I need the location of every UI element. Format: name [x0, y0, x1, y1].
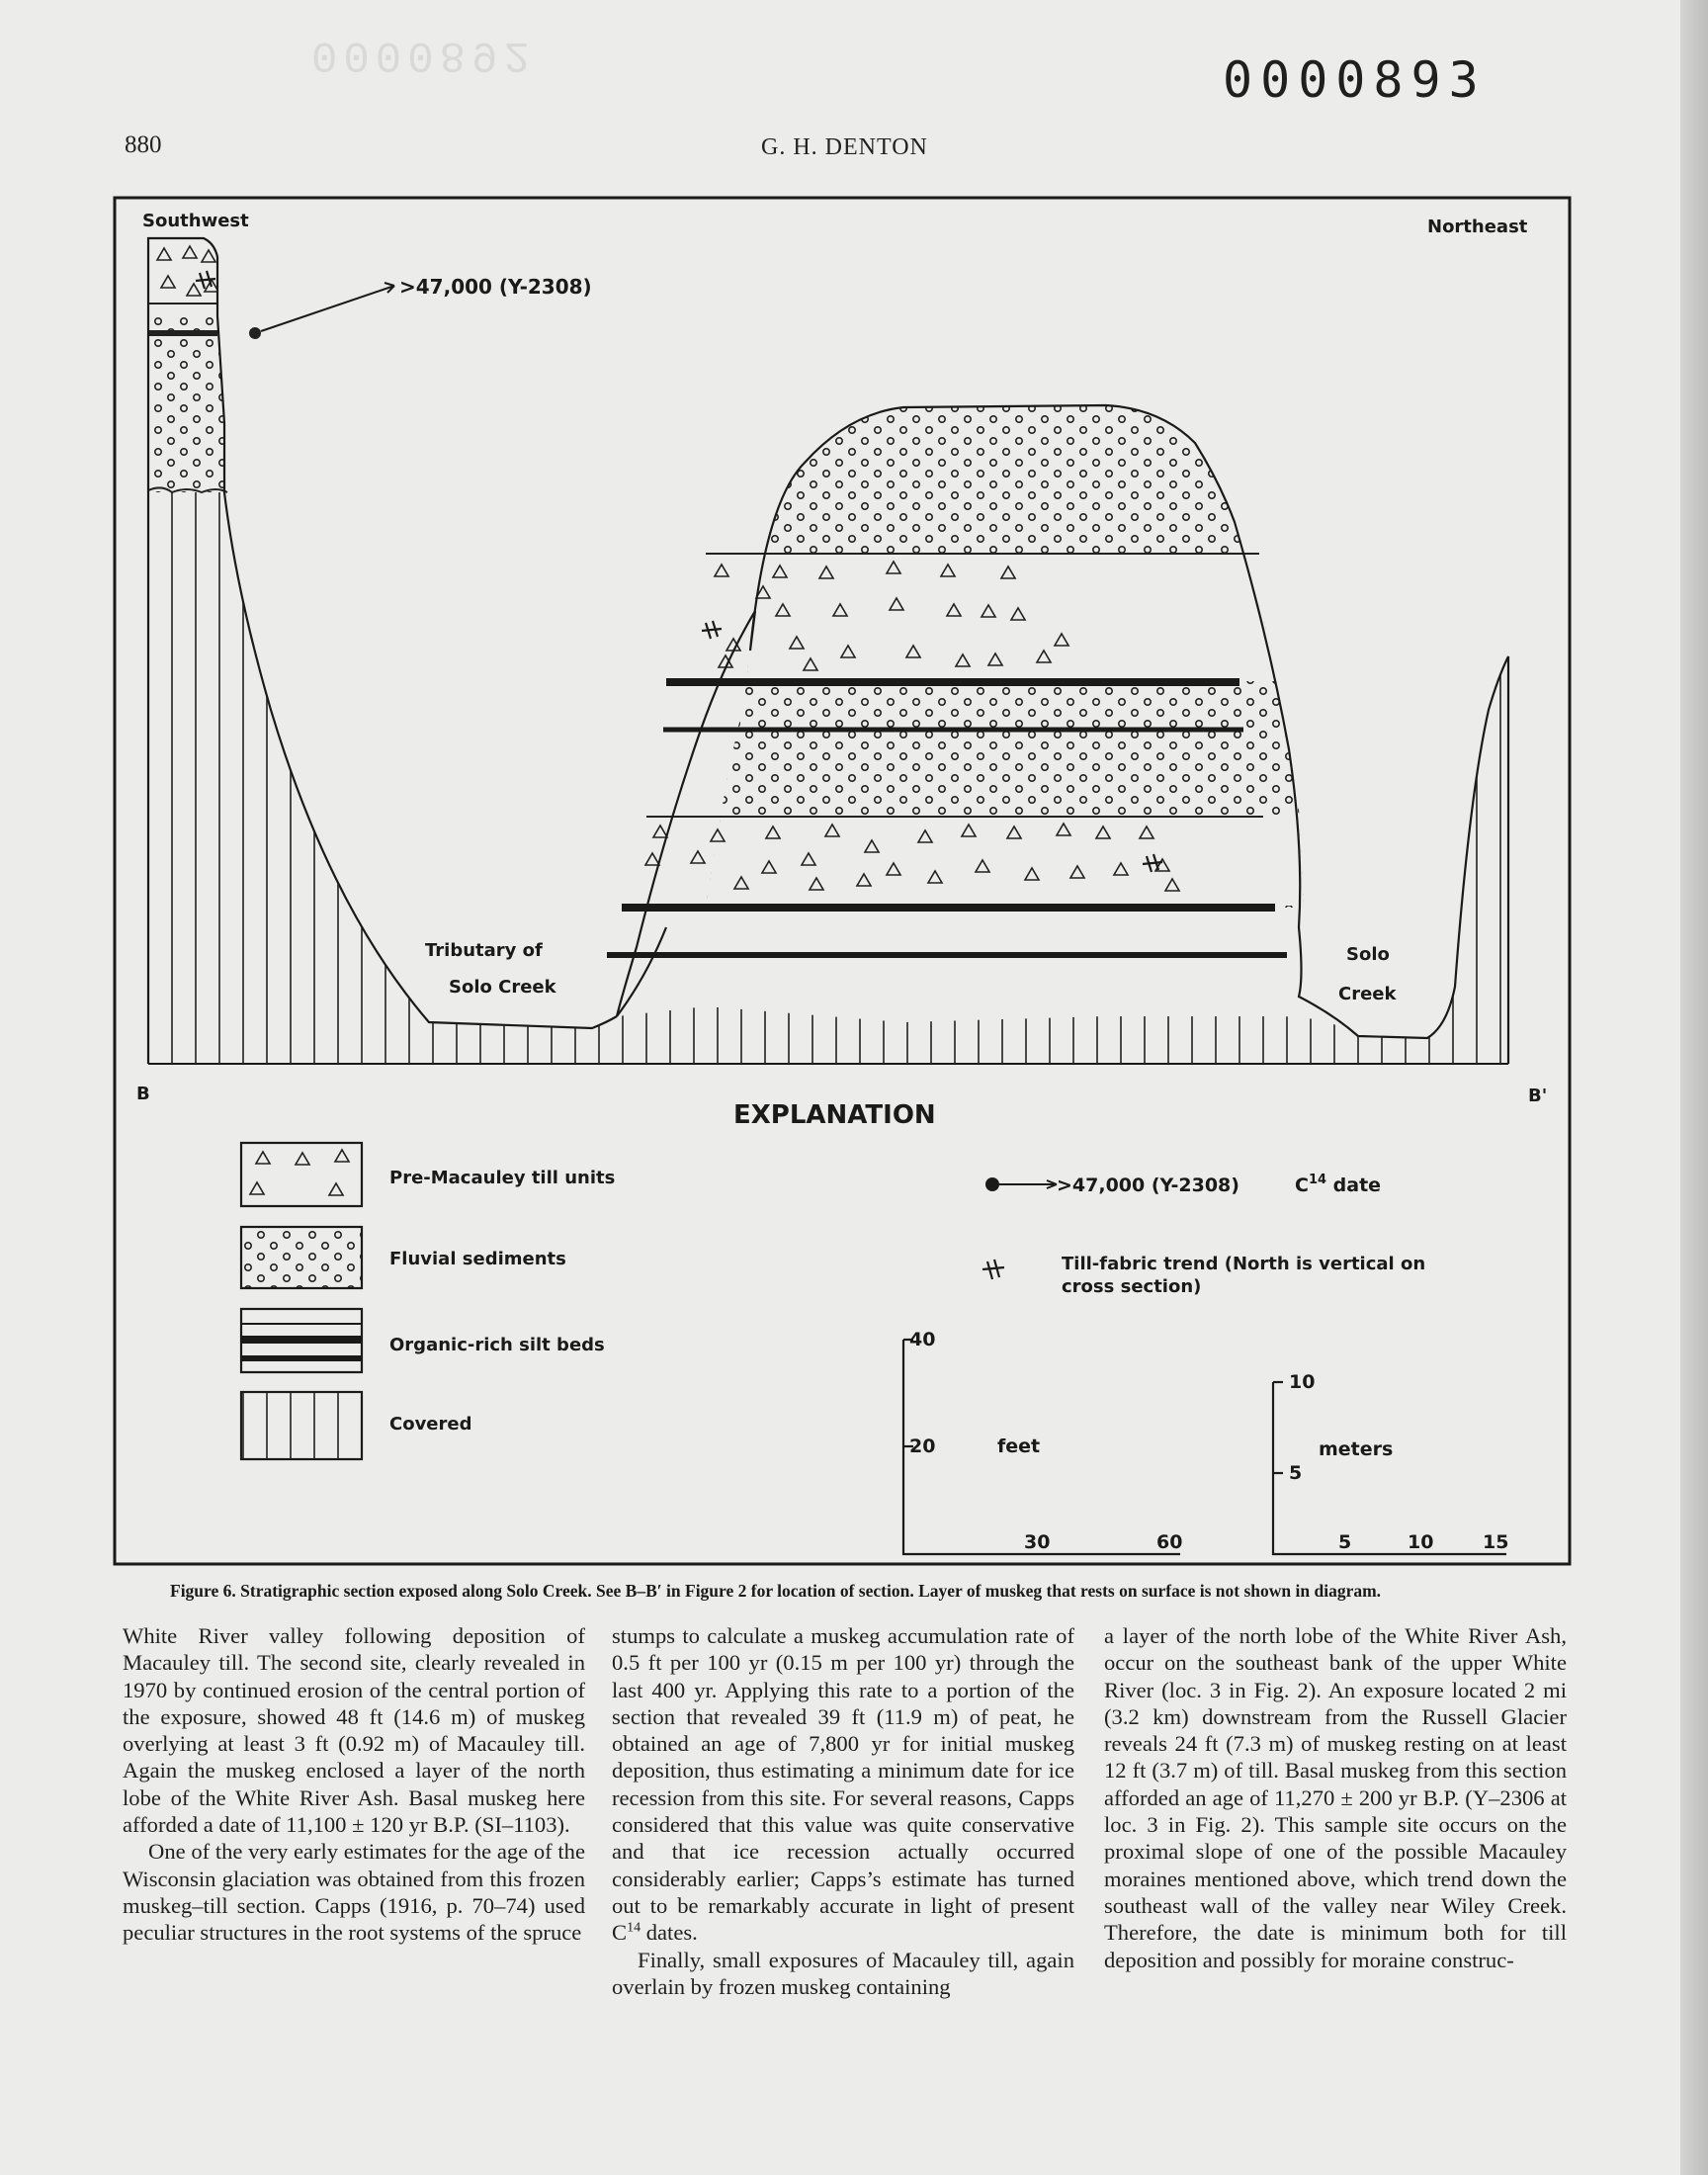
- scale-meters-x1: 5: [1338, 1531, 1352, 1553]
- paragraph: Finally, small exposures of Macauley till, again overlain by frozen muskeg containing: [612, 1947, 1074, 1999]
- page-edge: [1680, 0, 1708, 2175]
- paragraph: a layer of the north lobe of the White River Ash, occur on the southeast bank of the upper White River (loc. 3 in Fig. 2). An exposure located 2 mi (3.2 km) downstream from the Russell Glacier reveals 24 ft (7.3 m) of muskeg resting on at least 12 ft (3.7 m) of till. Basal muskeg from this section afforded an age of 11,270 ± 200 yr B.P. (Y–2306 at loc. 3 in Fig. 2). This sample site occurs on the proximal slope of one of the possible Macauley moraines mentioned above, which trend down the southeast wall of the valley near Wiley Creek. Therefore, the date is minimum both for till deposition and possibly for moraine construc-: [1104, 1623, 1567, 1972]
- text-column-1: [123, 1622, 585, 1947]
- legend-swatch-organic-silt: [241, 1309, 362, 1372]
- label-c14-date: >47,000 (Y-2308): [399, 275, 592, 299]
- paragraph: One of the very early estimates for the age of the Wisconsin glaciation was obtained from this frozen muskeg–till section. Capps (1916, p. 70–74) used peculiar structures in the root systems of the spruce: [123, 1839, 585, 1946]
- explanation-legend: [241, 1100, 1508, 1554]
- legend-swatch-fluvial: [241, 1227, 362, 1288]
- legend-c14-value: >47,000 (Y-2308): [1057, 1174, 1239, 1196]
- label-b-prime: B': [1528, 1086, 1548, 1106]
- scale-feet-x2: 60: [1156, 1531, 1183, 1553]
- document-stamp-number: 0000893: [1223, 51, 1487, 109]
- legend-swatch-till: [241, 1143, 362, 1206]
- scale-feet-unit: feet: [997, 1436, 1041, 1457]
- legend-label-covered: Covered: [389, 1414, 472, 1435]
- running-head: G. H. DENTON: [761, 134, 928, 160]
- label-southwest: Southwest: [142, 211, 249, 231]
- scale-feet-top: 40: [909, 1329, 936, 1350]
- figure-stratigraphic-section: [113, 196, 1572, 1566]
- legend-label-organic-silt: Organic-rich silt beds: [389, 1335, 605, 1355]
- label-solo-line1: Solo: [1346, 944, 1390, 965]
- explanation-title: EXPLANATION: [733, 1100, 936, 1130]
- scale-meters-top: 10: [1289, 1371, 1316, 1393]
- paragraph: White River valley following deposition of Macauley till. The second site, clearly revealed in 1970 by continued erosion of the central portion of the exposure, showed 48 ft (14.6 m) of muskeg overlying at least 3 ft (0.92 m) of Macauley till. Again the muskeg enclosed a layer of the north lobe of the White River Ash. Basal muskeg here afforded a date of 11,100 ± 120 yr B.P. (SI–1103).: [123, 1623, 585, 1838]
- scale-meters-unit: meters: [1319, 1438, 1394, 1460]
- scale-bar-meters: [1273, 1382, 1509, 1554]
- bleed-through-text: 0000892: [311, 30, 536, 79]
- label-tributary-line2: Solo Creek: [449, 977, 556, 998]
- page-number: 880: [125, 131, 162, 158]
- legend-label-fluvial: Fluvial sediments: [389, 1249, 566, 1269]
- label-b: B: [136, 1084, 150, 1104]
- legend-fabric-line1: Till-fabric trend (North is vertical on: [1062, 1254, 1426, 1274]
- legend-label-till: Pre-Macauley till units: [389, 1168, 616, 1188]
- scale-meters-x3: 15: [1483, 1531, 1509, 1553]
- legend-swatch-covered: [241, 1392, 362, 1459]
- scale-feet-x1: 30: [1024, 1531, 1051, 1553]
- legend-fabric-symbol: [982, 1260, 1004, 1279]
- text-column-2: [612, 1622, 1074, 2000]
- legend-fabric-line2: cross section): [1062, 1276, 1202, 1297]
- scale-bar-feet: [903, 1340, 1183, 1554]
- legend-c14-dot: [985, 1177, 999, 1191]
- paragraph: stumps to calculate a muskeg accumulation rate of 0.5 ft per 100 yr (0.15 m per 100 yr) through the last 400 yr. Applying this rate to a portion of the section that revealed 39 ft (11.9 m) of peat, he obtained an age of 7,800 yr for initial muskeg deposition, thus estimating a minimum date for ice recession from this site. For several reasons, Capps considered that this value was quite conservative and that ice recession actually occurred considerably earlier; Capps’s estimate has turned out to be remarkably accurate in light of present $C^{14}$ dates.: [612, 1623, 1074, 1946]
- label-northeast: Northeast: [1427, 217, 1528, 237]
- label-tributary-line1: Tributary of: [425, 940, 543, 961]
- label-solo-line2: Creek: [1338, 984, 1397, 1004]
- scale-meters-x2: 10: [1408, 1531, 1434, 1553]
- text-column-3: [1104, 1622, 1567, 1973]
- scale-meters-mid: 5: [1289, 1462, 1303, 1484]
- figure-caption: Figure 6. Stratigraphic section exposed along Solo Creek. See B–B′ in Figure 2 for location of section. Layer of muskeg that rests on surface is not shown in diagram.: [170, 1581, 1382, 1601]
- legend-c14-suffix: $C^{14}$ date: [1295, 1173, 1382, 1196]
- scale-feet-mid: 20: [909, 1436, 936, 1457]
- cross-section-diagram: [136, 211, 1547, 1106]
